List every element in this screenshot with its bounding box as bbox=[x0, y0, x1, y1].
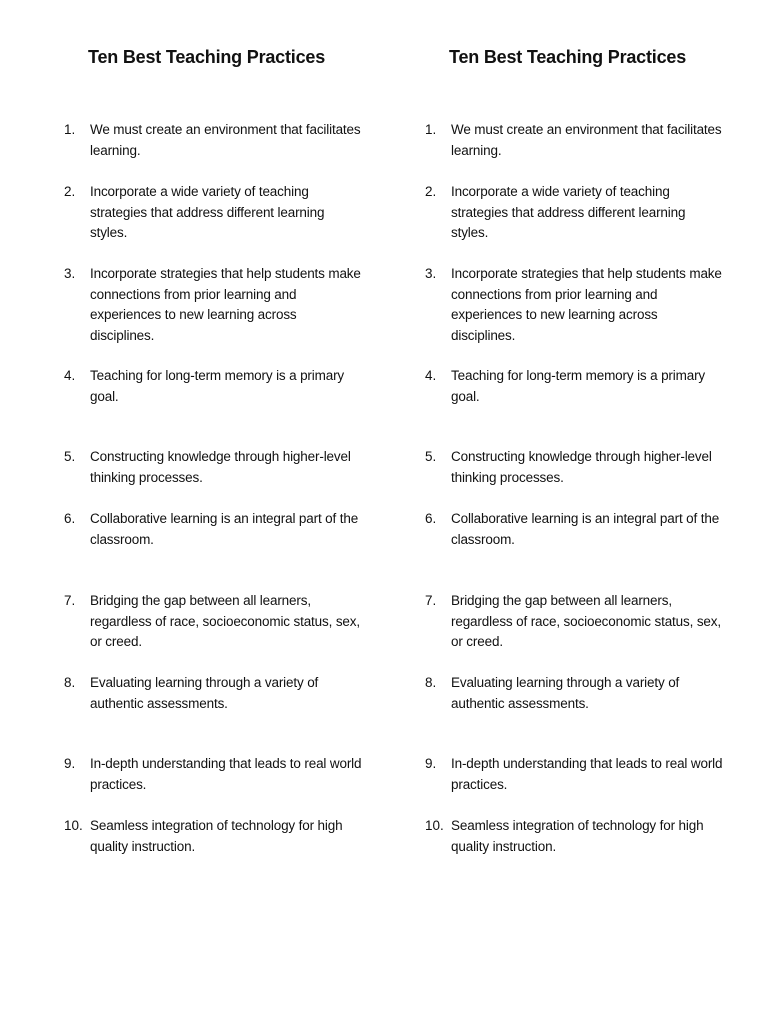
item-text: Incorporate a wide variety of teaching strategies that address different learning styles. bbox=[451, 184, 686, 240]
item-text: We must create an environment that facilitates learning. bbox=[90, 122, 361, 158]
item-number: 2. bbox=[64, 184, 76, 199]
list-item bbox=[64, 366, 364, 407]
item-number: 3. bbox=[425, 266, 437, 281]
item-number: 4. bbox=[425, 368, 437, 383]
item-number: 6. bbox=[64, 511, 76, 526]
item-number: 5. bbox=[64, 449, 76, 464]
list-item bbox=[425, 366, 725, 407]
item-text: In-depth understanding that leads to real world practices. bbox=[451, 756, 723, 792]
item-text: Seamless integration of technology for high quality instruction. bbox=[451, 818, 704, 854]
item-number: 8. bbox=[64, 675, 76, 690]
list-item bbox=[64, 754, 364, 795]
list-item bbox=[425, 673, 725, 714]
item-text: We must create an environment that facilitates learning. bbox=[451, 122, 722, 158]
item-text: Incorporate strategies that help students make connections from prior learning and experiences to new learning across disciplines. bbox=[90, 266, 361, 343]
item-number: 5. bbox=[425, 449, 437, 464]
item-number: 1. bbox=[425, 122, 437, 137]
item-number: 7. bbox=[64, 593, 76, 608]
list-item bbox=[64, 591, 364, 653]
item-number: 9. bbox=[64, 756, 76, 771]
list-item bbox=[64, 264, 364, 346]
item-text: Seamless integration of technology for high quality instruction. bbox=[90, 818, 343, 854]
list-item bbox=[64, 673, 364, 714]
page-title: Ten Best Teaching Practices bbox=[449, 47, 687, 67]
item-number: 3. bbox=[64, 266, 76, 281]
list-item bbox=[425, 182, 725, 244]
list-item bbox=[64, 509, 364, 550]
list-item bbox=[425, 264, 725, 346]
list-item bbox=[425, 816, 725, 857]
item-text: Bridging the gap between all learners, regardless of race, socioeconomic status, sex, or creed. bbox=[451, 593, 721, 649]
item-number: 7. bbox=[425, 593, 437, 608]
item-text: Collaborative learning is an integral part of the classroom. bbox=[90, 511, 359, 547]
item-number: 10. bbox=[425, 818, 444, 833]
item-text: Bridging the gap between all learners, regardless of race, socioeconomic status, sex, or creed. bbox=[90, 593, 360, 649]
list-item bbox=[64, 816, 364, 857]
list-item bbox=[425, 754, 725, 795]
item-text: Incorporate a wide variety of teaching strategies that address different learning styles. bbox=[90, 184, 325, 240]
list-item bbox=[64, 120, 364, 161]
item-text: Teaching for long-term memory is a primary goal. bbox=[451, 368, 706, 404]
item-number: 1. bbox=[64, 122, 76, 137]
item-text: Constructing knowledge through higher-level thinking processes. bbox=[451, 449, 712, 485]
item-text: Incorporate strategies that help students make connections from prior learning and experiences to new learning across disciplines. bbox=[451, 266, 722, 343]
list-item bbox=[64, 182, 364, 244]
item-text: Constructing knowledge through higher-level thinking processes. bbox=[90, 449, 351, 485]
page-title: Ten Best Teaching Practices bbox=[88, 47, 326, 67]
item-number: 9. bbox=[425, 756, 437, 771]
list-item bbox=[425, 591, 725, 653]
list-item bbox=[425, 120, 725, 161]
item-number: 8. bbox=[425, 675, 437, 690]
item-text: Teaching for long-term memory is a primary goal. bbox=[90, 368, 345, 404]
item-text: In-depth understanding that leads to real world practices. bbox=[90, 756, 362, 792]
item-text: Evaluating learning through a variety of authentic assessments. bbox=[90, 675, 319, 711]
item-text: Collaborative learning is an integral part of the classroom. bbox=[451, 511, 720, 547]
list-item bbox=[425, 509, 725, 550]
item-number: 10. bbox=[64, 818, 83, 833]
item-number: 2. bbox=[425, 184, 437, 199]
list-item bbox=[64, 447, 364, 488]
item-number: 6. bbox=[425, 511, 437, 526]
item-text: Evaluating learning through a variety of authentic assessments. bbox=[451, 675, 680, 711]
item-number: 4. bbox=[64, 368, 76, 383]
list-item bbox=[425, 447, 725, 488]
